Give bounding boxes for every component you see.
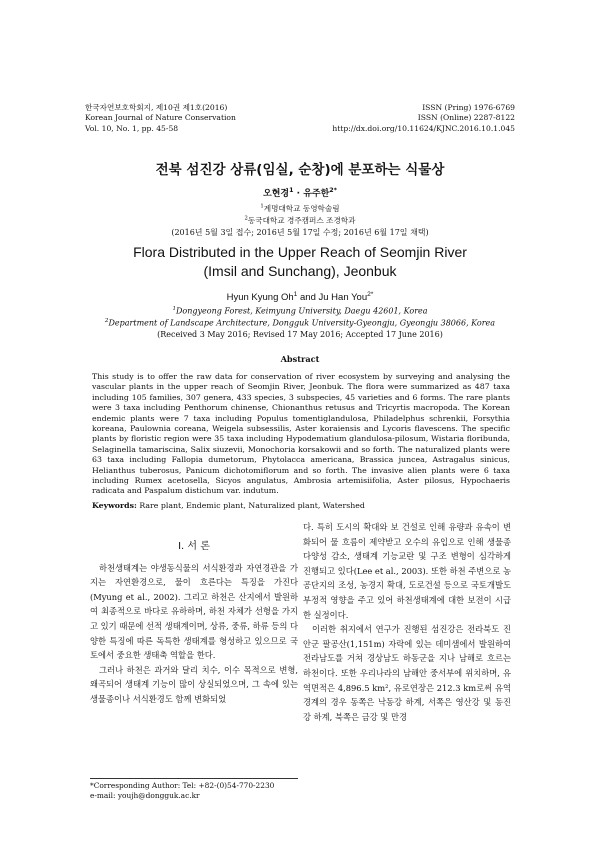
paragraph: 이러한 취지에서 연구가 진행된 섬진강은 전라북도 진안군 팔공산(1,151m) 자락에 있는 데미샘에서 발원하여 전라남도를 거쳐 경상남도 하동군을 지나 남해로 흐르는 하천이다. 또한 우리나라의 남해안 중서부에 위치하며, 유역면적은 4,896.5 km², 유로연장은 212.3 km로써 유역경계의 경우 동쪽은 낙동강 하계, 서쪽은 영산강 및 동진강 하계, 북쪽은 금강 및 만경 [303,624,511,722]
paragraph: 하천생태계는 야생동식물의 서식환경과 자연경관을 가지는 자연환경으로, 물이 흐른다는 특징을 가진다 (Myung et al., 2002). 그리고 하천은 산지에서 발원하여 최종적으로 바다로 유하하며, 하천 자체가 선형을 가지고 있기 때문에 선적 생태계이며, 상류, 중류, 하류 등의 다양한 특징에 따른 독특한 생태계를 형성하고 있으므로 국토에서 중요한 생태축 역할을 한다. [90,562,298,661]
paragraph: 그러나 하천은 과거와 달리 치수, 이수 목적으로 변형, 왜곡되어 생태계 기능이 많이 상실되었으며, 그 속에 있는 생물종이나 서식환경도 함께 변화되었 [90,664,298,704]
journal-header-left [85,103,236,134]
authors-en: Hyun Kyung Oh$^1$ and Ju Han You$^{2*}$ [226,291,374,304]
doi-link[interactable]: http://dx.doi.org/10.11624/KJNC.2016.10.1.045 [332,123,515,133]
paper-title-ko: 전북 섬진강 상류(임실, 순창)에 분포하는 식물상 [155,162,445,178]
body-right-column [303,520,511,724]
dates-ko: (2016년 5월 3일 접수; 2016년 5월 17일 수정; 2016년 6월 17일 채택) [171,228,429,237]
affiliation-en-1: $^1$Dongyeong Forest, Keimyung University, Daegu 42601, Korea [172,306,428,316]
dates-en: (Received 3 May 2016; Revised 17 May 2016; Accepted 17 June 2016) [157,330,443,339]
journal-volume: Vol. 10, No. 1, pp. 45-58 [85,123,179,133]
journal-header-right [332,103,515,134]
corresponding-author: *Corresponding Author: Tel: +82-(0)54-770-2230 [90,781,275,790]
keywords: Keywords: Rare plant, Endemic plant, Naturalized plant, Watershed [92,501,365,510]
abstract-body: This study is to offer the raw data for conservation of river ecosystem by surveying and analysing the vascular plants in the upper reach of Seomjin River, Jeonbuk. The flora were summarized as 487 taxa including 105 families, 307 genera, 433 species, 3 subspecies, 45 varieties and 6 forms. The rare plants were 3 taxa including Penthorum chinense, Chionanthus retusus and Tricyrtis macropoda. The Korean endemic plants were 7 taxa including Populus tomentiglandulosa, Philadelphus schrenkii, Forsythia koreana, Paulownia coreana, Weigela subsessilis, Aster koraiensis and Lycoris flavescens. The specific plants by floristic region were 35 taxa including Hypodematium glandulosa-pilosum, Wistaria floribunda, Selaginella tamariscina, Salix siuzevii, Monochoria korsakowii and so forth. The naturalized plants were 63 taxa including Fallopia dumetorum, Phytolacca americana, Brassica juncea, Astragalus sinicus, Helianthus tuberosus, Panicum dichotomiflorum and so forth. The invasive alien plants were 6 taxa including Rumex acetosella, Sicyos angulatus, Ambrosia artemisiifolia, Aster pilosus, Hypochaeris radicata and Paspalum distichum var. indutum. [92,372,510,496]
journal-name-ko: 한국자연보호학회지, 제10권 제1호(2016) [85,103,228,112]
authors-ko: 오현경$^1$ · 유주한$^{2*}$ [263,187,337,199]
affiliation-en-2: $^2$Department of Landscape Architecture, Dongguk University-Gyeongju, Gyeongju 38066, Korea [104,318,496,328]
affiliation-ko-1: $^1$계명대학교 동영학술림 [260,203,340,213]
issn-print: ISSN (Pring) 1976-6769 [422,103,515,112]
journal-name-en: Korean Journal of Nature Conservation [85,113,236,123]
affiliation-ko-2: $^2$동국대학교 경주캠퍼스 조경학과 [244,215,356,225]
footnote [90,778,298,801]
paragraph: 다. 특히 도시의 확대와 보 건설로 인해 유량과 유속이 변화되어 물 흐름이 제약받고 오수의 유입으로 인해 생물종다양성 감소, 생태계 기능교란 및 구조 변형이 심각하게 진행되고 있다(Lee et al., 2003). 또한 하천 주변으로 농공단지의 조성, 농경지 확대, 도로건설 등으로 국토개발도 부정적 영향을 주고 있어 하천생태계에 대한 보전이 시급한 실정이다. [303,522,511,620]
issn-online: ISSN (Online) 2287-8122 [417,113,515,123]
paper-title-en: Flora Distributed in the Upper Reach of Seomjin River (Imsil and Sunchang), Jeonbuk [133,244,467,279]
section-title: I. 서 론 [178,541,210,552]
body-left-column [90,540,298,707]
abstract-heading: Abstract [280,354,320,364]
author-email[interactable]: e-mail: youjh@dongguk.ac.kr [90,791,200,800]
